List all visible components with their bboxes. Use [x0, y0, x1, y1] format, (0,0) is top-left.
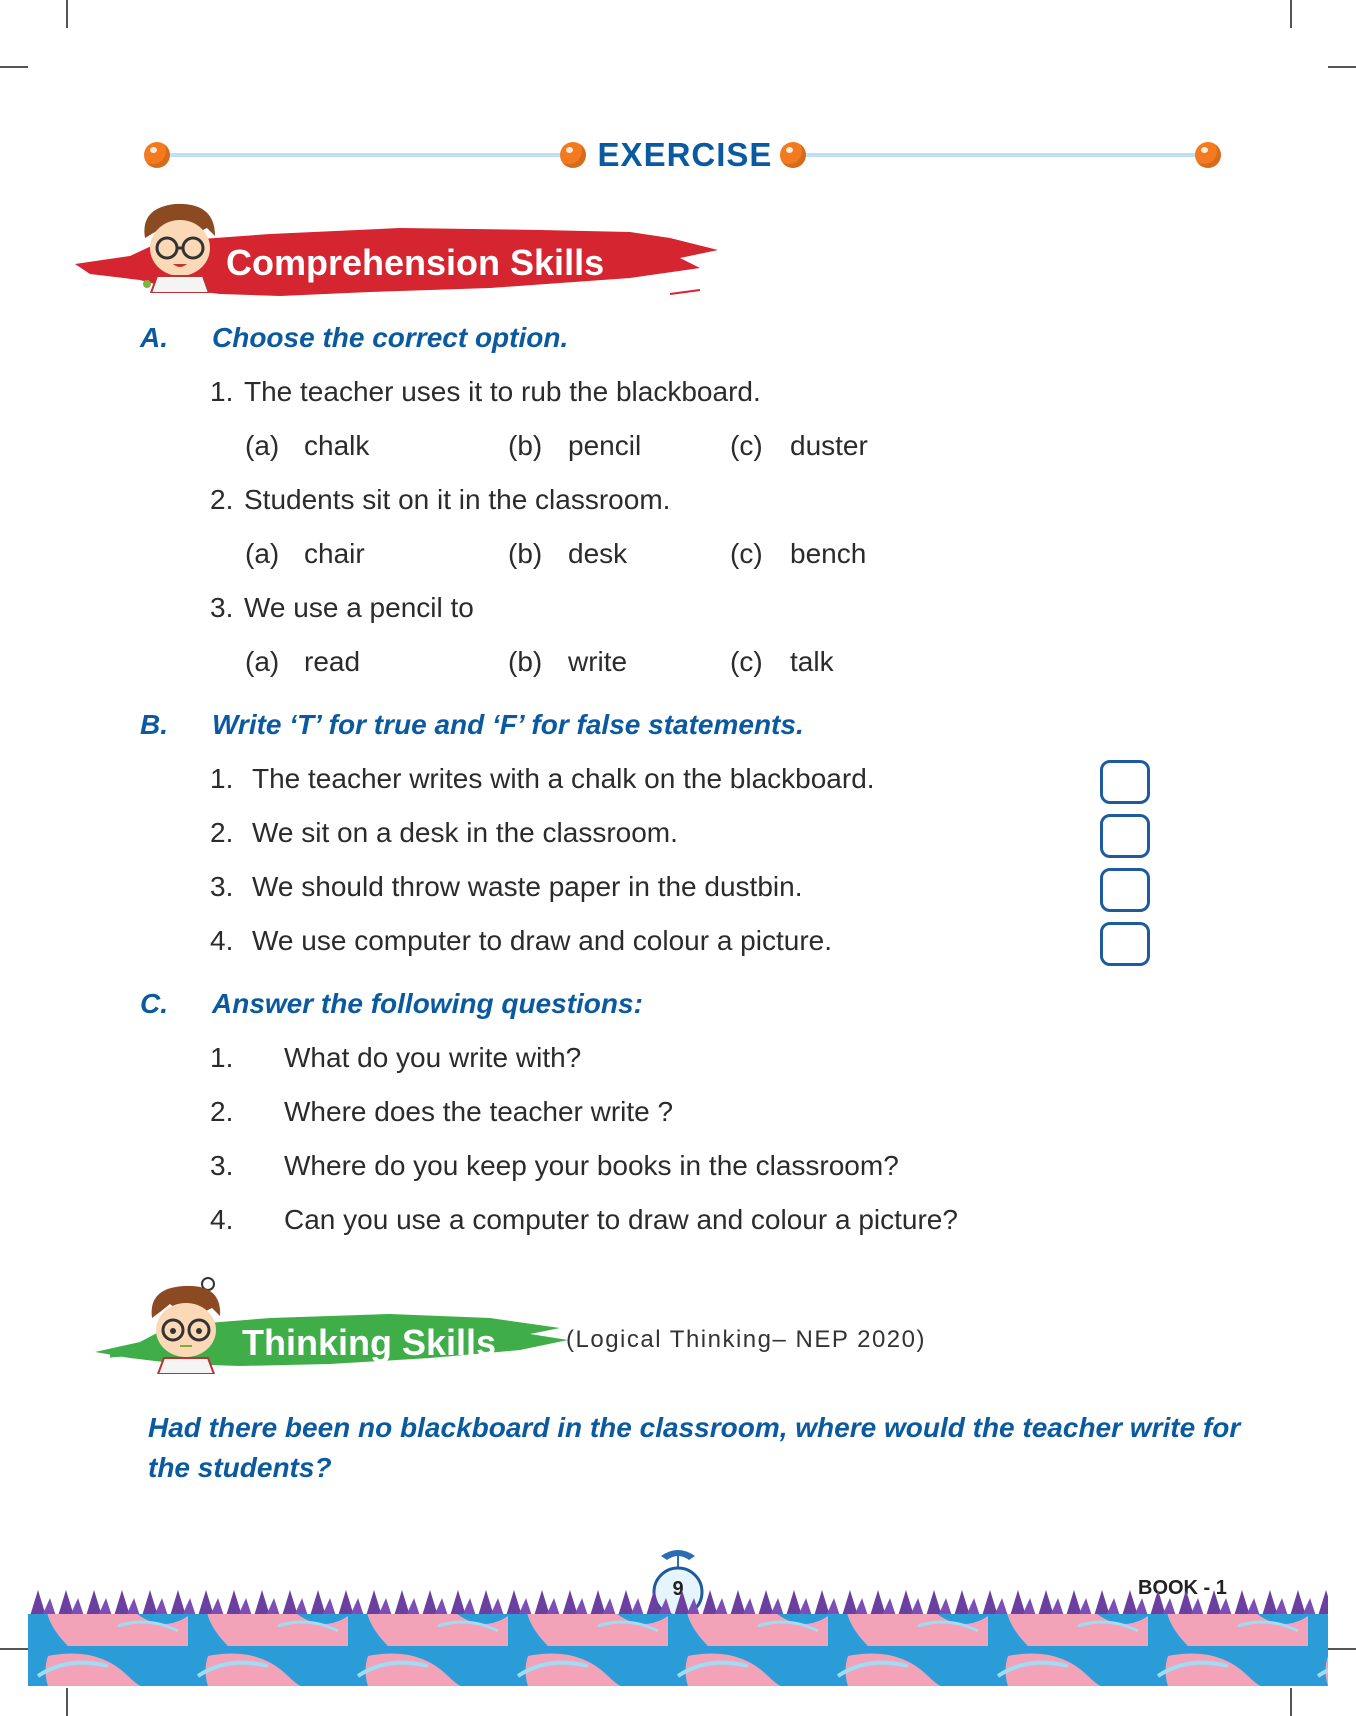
option-text: write [568, 646, 628, 677]
answer-box[interactable] [1100, 868, 1150, 912]
option-label: (c) [730, 538, 763, 569]
boy-thinking-icon [140, 1274, 230, 1374]
question-text: Where does the teacher write ? [284, 1096, 674, 1127]
crop-mark [1290, 0, 1292, 28]
statement-number: 3. [210, 871, 234, 902]
thinking-question-line-1: Had there been no blackboard in the classroom, where would the teacher write for [148, 1412, 1241, 1443]
option-label: (c) [730, 430, 763, 461]
question-text: What do you write with? [284, 1042, 582, 1073]
statement-text: We sit on a desk in the classroom. [252, 817, 678, 848]
question-number: 2. [210, 484, 234, 515]
orange-bullet-icon [560, 142, 586, 168]
section-a-title: Choose the correct option. [212, 322, 569, 353]
header-rule-right [800, 153, 1205, 157]
option-text: desk [568, 538, 628, 569]
orange-bullet-icon [1195, 142, 1221, 168]
option-label: (c) [730, 646, 763, 677]
question-number: 4. [210, 1204, 234, 1235]
answer-box[interactable] [1100, 922, 1150, 966]
question-number: 1. [210, 376, 234, 407]
question-number: 3. [210, 1150, 234, 1181]
orange-bullet-icon [780, 142, 806, 168]
crop-mark [66, 1688, 68, 1716]
option-label: (b) [508, 646, 543, 677]
section-b-letter: B. [140, 709, 168, 740]
crop-mark [0, 66, 28, 68]
answer-box[interactable] [1100, 814, 1150, 858]
question-number: 2. [210, 1096, 234, 1127]
statement-text: We use computer to draw and colour a picture. [252, 925, 833, 956]
crop-mark [1328, 66, 1356, 68]
question-text: Where do you keep your books in the classroom? [284, 1150, 899, 1181]
section-b-title: Write ‘T’ for true and ‘F’ for false statements. [212, 709, 804, 740]
thinking-banner-title: Thinking Skills [242, 1322, 497, 1363]
question-text: Can you use a computer to draw and colour a picture? [284, 1204, 958, 1235]
option-text: read [304, 646, 361, 677]
question-text: Students sit on it in the classroom. [244, 484, 671, 515]
comprehension-banner [70, 198, 720, 308]
orange-bullet-icon [144, 142, 170, 168]
thinking-note: (Logical Thinking– NEP 2020) [566, 1326, 926, 1353]
crop-mark [1328, 1648, 1356, 1650]
comprehension-banner-title: Comprehension Skills [226, 242, 605, 283]
option-text: pencil [568, 430, 642, 461]
answer-box[interactable] [1100, 760, 1150, 804]
option-text: chair [304, 538, 365, 569]
option-label: (b) [508, 430, 543, 461]
option-label: (a) [245, 430, 280, 461]
option-text: chalk [304, 430, 370, 461]
section-a-letter: A. [140, 322, 168, 353]
river-forest-footer [28, 1576, 1328, 1686]
thinking-question-line-2: the students? [148, 1452, 332, 1483]
statement-number: 4. [210, 925, 234, 956]
statement-text: The teacher writes with a chalk on the blackboard. [252, 763, 875, 794]
thinking-banner [90, 1272, 570, 1382]
section-c-letter: C. [140, 988, 168, 1019]
boy-with-glasses-icon [135, 198, 225, 293]
section-c-title: Answer the following questions: [212, 988, 643, 1019]
statement-number: 2. [210, 817, 234, 848]
option-text: talk [790, 646, 834, 677]
option-label: (a) [245, 646, 280, 677]
statement-number: 1. [210, 763, 234, 794]
crop-mark [0, 1648, 28, 1650]
statement-text: We should throw waste paper in the dustbin. [252, 871, 803, 902]
question-text: We use a pencil to [244, 592, 474, 623]
question-number: 3. [210, 592, 234, 623]
question-number: 1. [210, 1042, 234, 1073]
question-text: The teacher uses it to rub the blackboard. [244, 376, 761, 407]
option-label: (b) [508, 538, 543, 569]
option-label: (a) [245, 538, 280, 569]
crop-mark [1290, 1688, 1292, 1716]
option-text: duster [790, 430, 868, 461]
crop-mark [66, 0, 68, 28]
option-text: bench [790, 538, 867, 569]
exercise-header [140, 135, 1225, 175]
header-rule-left [160, 153, 580, 157]
page-title: EXERCISE [597, 136, 773, 173]
